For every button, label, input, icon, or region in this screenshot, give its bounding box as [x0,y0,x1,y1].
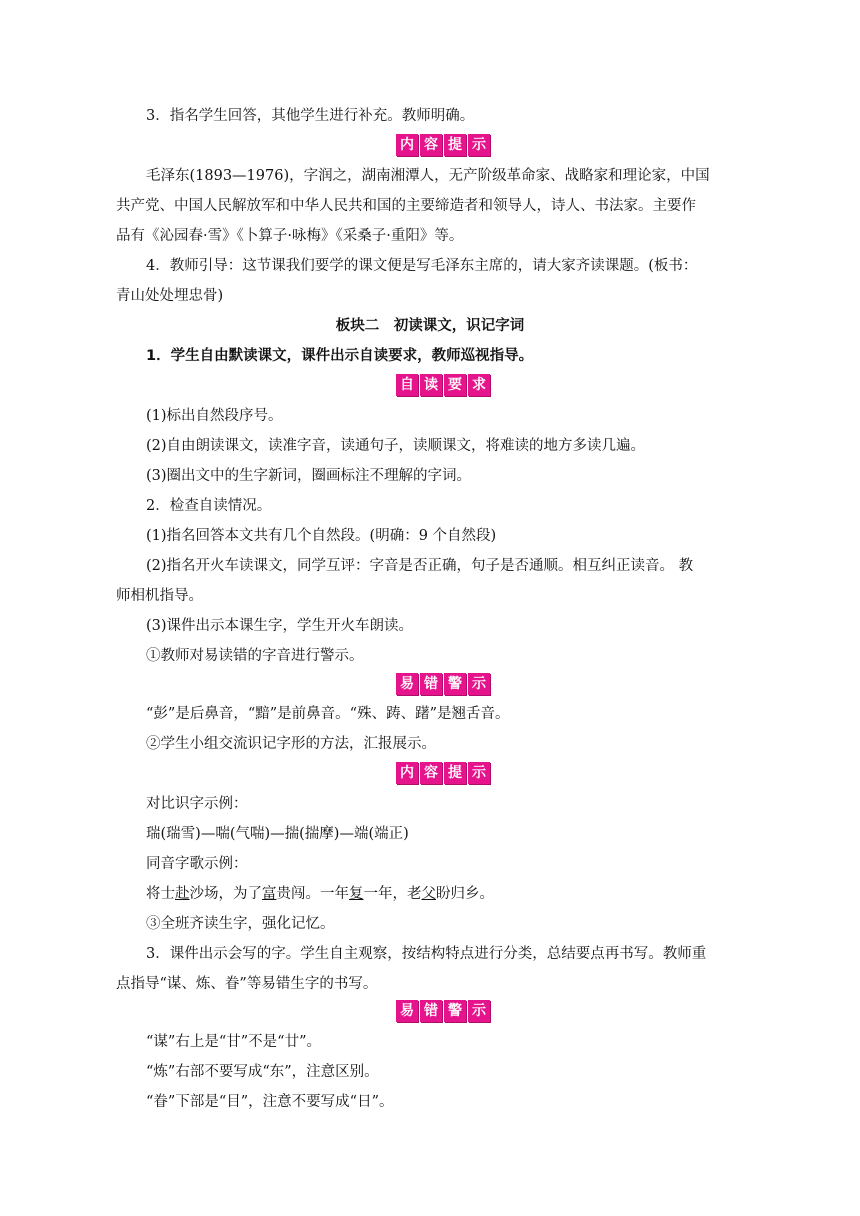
underlined-char: 富 [262,886,277,902]
text-span: 贵闯。一年 [276,886,349,902]
badge-char: 示 [468,762,490,784]
pronunciation-warning: “彭”是后鼻音，“黯”是前鼻音。“殊、踌、躇”是翘舌音。 [146,706,510,722]
badge-char: 错 [420,1000,442,1022]
compare-example-label: 对比识字示例： [146,796,248,812]
check-2-line-2: 师相机指导。 [116,588,203,604]
homophone-label: 同音字歌示例： [146,856,248,872]
text-span: 盼归乡。 [436,886,494,902]
step-3-writing-line-2: 点指导“谋、炼、眷”等易错生字的书写。 [116,976,378,992]
badge-char: 求 [468,374,490,396]
badge-char: 容 [420,134,442,156]
bio-line-1: 毛泽东(1893—1976)，字润之，湖南湘潭人，无产阶级革命家、战略家和理论家，中国 [146,168,710,184]
badge-char: 要 [444,374,466,396]
underlined-char: 赴 [175,886,190,902]
badge-char: 内 [396,134,418,156]
badge-char: 示 [468,134,490,156]
writing-warning-2: “炼”右部不要写成“东”，注意区别。 [146,1064,379,1080]
text-span: 将士 [146,886,175,902]
badge-char: 示 [468,1000,490,1022]
compare-example: 瑞(瑞雪)—喘(气喘)—揣(揣摩)—端(端正) [146,826,409,842]
badge-content-tip-2 [396,762,490,784]
check-3-b: ②学生小组交流识记字形的方法，汇报展示。 [146,736,436,752]
check-1: (1)指名回答本文共有几个自然段。(明确：9 个自然段) [146,528,497,544]
writing-warning-3: “眷”下部是“目”，注意不要写成“日”。 [146,1094,394,1110]
underlined-char: 父 [421,886,436,902]
step-3-writing-line-1: 3．课件出示会写的字。学生自主观察，按结构特点进行分类，总结要点再书写。教师重 [146,946,707,962]
badge-char: 易 [396,1000,418,1022]
badge-self-reading [396,374,490,396]
badge-char: 读 [420,374,442,396]
badge-char: 内 [396,762,418,784]
text-span: 一年，老 [363,886,422,902]
requirement-3: (3)圈出文中的生字新词，圈画标注不理解的字词。 [146,468,472,484]
badge-char: 示 [468,673,490,695]
step-4-line-2: 青山处处埋忠骨) [116,288,224,304]
step-3: 3．指名学生回答，其他学生进行补充。教师明确。 [146,108,475,124]
badge-char: 容 [420,762,442,784]
badge-char: 易 [396,673,418,695]
step-2: 2．检查自读情况。 [146,498,272,514]
badge-error-warning [396,673,490,695]
check-2-line-1: (2)指名开火车读课文，同学互评：字音是否正确，句子是否通顺。相互纠正读音。 教 [146,558,694,574]
requirement-2: (2)自由朗读课文，读准字音，读通句子，读顺课文，将难读的地方多读几遍。 [146,438,646,454]
section-heading: 板块二 初读课文，识记字词 [335,318,525,334]
check-3-c: ③全班齐读生字，强化记忆。 [146,916,335,932]
step-1: 1．学生自由默读课文，课件出示自读要求，教师巡视指导。 [146,348,534,364]
requirement-1: (1)标出自然段序号。 [146,408,283,424]
badge-char: 提 [444,762,466,784]
bio-line-3: 品有《沁园春·雪》《卜算子·咏梅》《采桑子·重阳》等。 [116,228,464,244]
text-span: 沙场，为了 [189,886,262,902]
badge-char: 错 [420,673,442,695]
step-4-line-1: 4．教师引导：这节课我们要学的课文便是写毛泽东主席的，请大家齐读课题。(板书： [146,258,698,274]
underlined-char: 复 [349,886,364,902]
check-3-a: ①教师对易读错的字音进行警示。 [146,648,364,664]
badge-char: 警 [444,673,466,695]
badge-char: 自 [396,374,418,396]
badge-content-tip [396,134,490,156]
bio-line-2: 共产党、中国人民解放军和中华人民共和国的主要缔造者和领导人，诗人、书法家。主要作 [116,198,696,214]
badge-char: 警 [444,1000,466,1022]
badge-char: 提 [444,134,466,156]
writing-warning-1: “谋”右上是“甘”不是“廿”。 [146,1034,321,1050]
homophone-song [146,884,746,904]
check-3: (3)课件出示本课生字，学生开火车朗读。 [146,618,414,634]
badge-error-warning-2 [396,1000,490,1022]
